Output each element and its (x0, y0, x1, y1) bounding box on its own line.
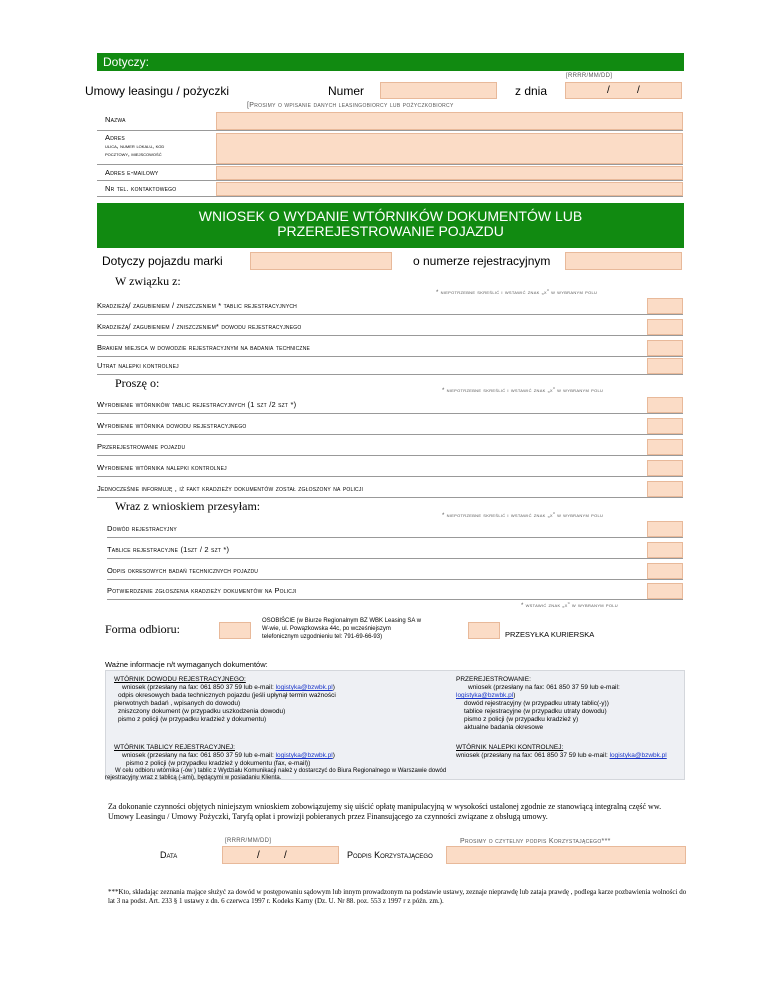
kurier-checkbox[interactable] (468, 622, 500, 639)
sign-slash-2: / (284, 850, 287, 861)
s1-row-1 (97, 297, 683, 315)
adres-sub2: pocztowy, miejscowość (105, 152, 162, 158)
s2-row-4 (97, 459, 683, 477)
sign-date-input[interactable] (222, 846, 339, 864)
dowod-line-1b: ) (332, 684, 335, 691)
nal-line-1 (456, 752, 684, 760)
adres-input[interactable] (216, 133, 683, 164)
tab-title: WTÓRNIK TABLICY REJESTRACYJNEJ: (114, 744, 235, 751)
osobiscie-text (262, 617, 421, 641)
s2-label-2: Wyrobienie wtórnika dowodu rejestracyjnego (97, 421, 247, 430)
podpis-hint: Prosimy o czytelny podpis Korzystającego*** (460, 838, 611, 845)
dowod-line-2: odpis okresowych bada technicznych pojazdu (jeśli upłynął termin ważności (118, 692, 336, 699)
date-slash-1: / (607, 85, 610, 96)
przer-title: PRZEREJESTROWANIE: (456, 676, 531, 683)
title-line-1: WNIOSEK O WYDANIE WTÓRNIKÓW DOKUMENTÓW LUB (198, 208, 583, 224)
osobiscie-line-2: W-wie, ul. Powązkowska 44c, po wcześniejszym (262, 626, 391, 632)
s3-row-4 (107, 582, 683, 600)
dowod-block (114, 676, 454, 724)
s3-row-1 (107, 520, 683, 538)
nal-block (456, 744, 684, 760)
footnote: ***Kto, składając zeznania mające służyć za dowód w postępowaniu sądowym lub innym prowadzonym na podstawie ustawy, zeznaje nieprawdę lub zataja prawdę , podlega karze pozbawienia wolności do lat 3 na podst. Art. 233 § 1 ustawy z dn. 6 czerwca 1997 r. Kodeks Karny (Dz. U. Nr 88. poz. 553 z 1997 r z późn. zm.). (108, 888, 687, 905)
dowod-email-link[interactable]: logistyka@bzwbk.pl (275, 684, 333, 691)
tab-line-2: pismo z policji (w przypadku kradzież y dokumentu (fax, e-mail)) (126, 760, 311, 767)
s2-row-2 (97, 417, 683, 435)
s1-checkbox-2[interactable] (647, 319, 683, 335)
s2-label-1: Wyrobienie wtórników tablic rejestracyjnych (1 szt /2 szt *) (97, 400, 297, 409)
s2-label-3: Przerejestrowanie pojazdu (97, 442, 186, 451)
przer-line-6: aktualne badania okresowe (464, 724, 544, 731)
note-strike-1: * niepotrzebne skreślić i wstawić znak „x” w wybranym polu (436, 290, 598, 296)
s1-row-3 (97, 339, 683, 357)
tab-block (114, 744, 454, 768)
adres-label: Adres (105, 133, 125, 142)
s1-row-4 (97, 357, 683, 375)
osobiscie-line-3: telefonicznym uzgodnieniu tel: 791-69-66-93) (262, 634, 383, 640)
s3-label-2: Tablice rejestracyjne (1szt / 2 szt *) (107, 545, 230, 554)
s2-checkbox-1[interactable] (647, 397, 683, 413)
note-wstawic: * wstawić znak „x” w wybranym polu (521, 603, 618, 609)
zwiazku-label: W związku z: (115, 274, 181, 288)
prosze-label: Proszę o: (115, 376, 160, 390)
przer-line-2 (456, 692, 681, 700)
s1-row-2 (97, 318, 683, 336)
s3-checkbox-3[interactable] (647, 563, 683, 579)
numer-input[interactable] (380, 82, 497, 99)
s2-row-1 (97, 396, 683, 414)
s1-checkbox-3[interactable] (647, 340, 683, 356)
przer-line-3: dowód rejestracyjny (w przypadku utraty tablic(-y)) (464, 700, 609, 707)
dowod-title: WTÓRNIK DOWODU REJESTRACYJNEGO: (114, 676, 246, 683)
s2-checkbox-2[interactable] (647, 418, 683, 434)
dowod-line-4: zniszczony dokument (w przypadku uszkodzenia dowodu) (118, 708, 286, 715)
pojazd-marki-input[interactable] (250, 252, 392, 270)
s1-checkbox-4[interactable] (647, 358, 683, 374)
z-dnia-label: z dnia (515, 84, 548, 98)
dowod-line-5: pismo z policji (w przypadku kradzież y dokumentu) (118, 716, 267, 723)
wraz-label: Wraz z wnioskiem przesyłam: (115, 499, 261, 513)
pojazd-numer-label: o numerze rejestracyjnym (413, 254, 551, 268)
podpis-label: Podpis Korzystającego (347, 850, 433, 860)
z-dnia-input[interactable] (565, 82, 682, 99)
title-line-2: PRZEREJESTROWANIE POJAZDU (277, 223, 504, 239)
s2-row-5 (97, 480, 683, 498)
date-hint-top: [RRRR/MM/DD] (566, 73, 613, 79)
dowod-line-1a: wniosek (przesłany na fax: 061 850 37 59 lub e-mail: (122, 684, 276, 691)
dowod-line-3: pierwotnych badań , wpisanych do dowodu) (114, 700, 241, 707)
osobiscie-line-1: OSOBIŚCIE (w Biurze Regionalnym BZ WBK Leasing SA w (262, 618, 422, 624)
s3-row-3 (107, 562, 683, 580)
cel-line-2: rejestracyjny wraz z tablicą (-ami), będącymi w posiadaniu Klienta. (105, 775, 282, 781)
nal-title: WTÓRNIK NALEPKI KONTROLNEJ: (456, 744, 564, 751)
kurier-label: PRZESYŁKA KURIERSKA (505, 630, 595, 639)
przer-line-5: pismo z policji (w przypadku kradzież y) (464, 716, 579, 723)
dotyczy-label: Dotyczy: (103, 55, 150, 69)
sign-slash-1: / (257, 850, 260, 861)
umowy-label: Umowy leasingu / pożyczki (85, 84, 230, 98)
forma-label: Forma odbioru: (105, 622, 180, 636)
email-label: Adres e-mailowy (105, 168, 159, 177)
pojazd-marki-label: Dotyczy pojazdu marki (102, 254, 223, 268)
s2-label-5: Jednocześnie informuję , iż fakt kradzieży dokumentów został zgłoszony na policji (97, 484, 364, 493)
s3-checkbox-4[interactable] (647, 583, 683, 599)
sign-date-hint: [RRRR/MM/DD] (225, 838, 272, 844)
cel-block (105, 768, 505, 782)
pojazd-numer-input[interactable] (565, 252, 682, 270)
przer-line-2b: ) (513, 692, 516, 699)
dowod-line-1 (114, 684, 454, 692)
s3-label-1: Dowód rejestracyjny (107, 524, 177, 533)
tab-line-1b: ) (332, 752, 335, 759)
tab-line-1 (114, 752, 454, 760)
cel-line-1: W celu odbioru wtórnika (-ów ) tablic z Wydziału Komunikacji należ y dostarczyć do Biura Regionalnego w Warszawie dowód (115, 768, 447, 774)
note-strike-3: * niepotrzebne skreślić i wstawić znak „x” w wybranym polu (442, 513, 604, 519)
numer-label: Numer (328, 84, 365, 98)
nazwa-input[interactable] (216, 112, 683, 130)
s3-row-2 (107, 541, 683, 559)
s2-checkbox-3[interactable] (647, 439, 683, 455)
s3-label-4: Potwierdzenie zgłoszenia kradzieży dokumentów na Policji (107, 586, 297, 595)
nazwa-label: Nazwa (105, 115, 126, 124)
osobiscie-checkbox[interactable] (219, 622, 251, 639)
form-title (97, 203, 684, 248)
s3-checkbox-1[interactable] (647, 521, 683, 537)
s1-label-3: Brakiem miejsca w dowodzie rejestracyjnym na badania techniczne (97, 343, 311, 352)
s2-row-3 (97, 438, 683, 456)
tel-label: Nr tel. kontaktowego (105, 184, 177, 193)
note-strike-2: * niepotrzebne skreślić i wstawić znak „x” w wybranym polu (442, 388, 604, 394)
s1-checkbox-1[interactable] (647, 298, 683, 314)
data-label: Data (160, 850, 178, 860)
tab-email-link[interactable]: logistyka@bzwbk.pl (275, 752, 333, 759)
zobow-text: Za dokonanie czynności objętych niniejszym wnioskiem zobowiązujemy się uiścić opłatę manipulacyjną w wysokości ustalonej zgodnie ze stanowiącą integralną część ww. Umowy Leasingu / Umowy Pożyczki, Taryfą opłat i prowizji pobieranych przez Finansującego za czynności związane z obsługą umowy. (108, 802, 662, 821)
tab-line-1a: wniosek (przesłany na fax: 061 850 37 59 lub e-mail: (122, 752, 276, 759)
przer-email-link[interactable]: logistyka@bzwbk.pl (456, 692, 514, 699)
tel-input[interactable] (216, 182, 683, 196)
s3-label-3: Odpis okresowych badań technicznych pojazdu (107, 566, 259, 575)
podpis-input[interactable] (446, 846, 686, 864)
date-slash-2: / (637, 85, 640, 96)
email-input[interactable] (216, 166, 683, 180)
s2-checkbox-5[interactable] (647, 481, 683, 497)
prosimy-hint: [Prosimy o wpisanie danych leasingobiorcy lub pożyczkobiorcy (247, 102, 454, 109)
s3-checkbox-2[interactable] (647, 542, 683, 558)
adres-sub1: ulica, numer lokalu, kod (105, 144, 165, 150)
nal-line-1a: wniosek (przesłany na fax: 061 850 37 59 lub e-mail: (456, 752, 610, 759)
info-title: Ważne informacje n/t wymaganych dokumentów: (105, 660, 268, 669)
przer-line-1: wniosek (przesłany na fax: 061 850 37 59 lub e-mail: (468, 684, 620, 691)
s1-label-1: Kradzieżą/ zagubieniem / zniszczeniem * tablic rejestracyjnych (97, 301, 297, 310)
nal-email-link[interactable]: logistyka@bzwbk.pl (609, 752, 667, 759)
info-box (105, 670, 685, 780)
s1-label-4: Utrat nalepki kontrolnej (97, 361, 179, 370)
s2-checkbox-4[interactable] (647, 460, 683, 476)
header-bar (97, 53, 684, 71)
przer-line-4: tablice rejestracyjne (w przypadku utraty dowodu) (464, 708, 607, 715)
s2-label-4: Wyrobienie wtórnika nalepki kontrolnej (97, 463, 227, 472)
s1-label-2: Kradzieżą/ zagubieniem / zniszczeniem* dowodu rejestracyjnego (97, 322, 302, 331)
przer-block (456, 676, 681, 732)
